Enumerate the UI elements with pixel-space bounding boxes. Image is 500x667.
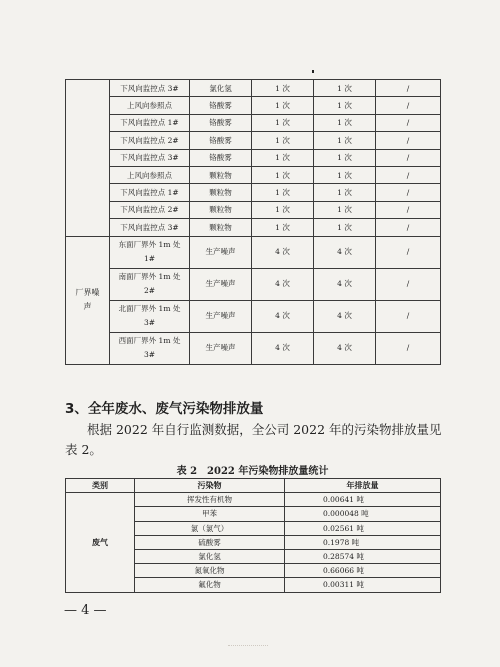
note-cell: / (376, 97, 441, 114)
section-paragraph: 根据 2022 年自行监测数据，全公司 2022 年的污染物排放量见表 2。 (65, 422, 442, 457)
note-cell: / (376, 201, 441, 218)
ink-dot (312, 70, 314, 73)
amount-cell: 0.00641 吨 (285, 493, 441, 507)
pollutant-cell: 颗粒物 (190, 184, 252, 201)
frequency-a-cell: 1 次 (252, 219, 314, 236)
pollutant-cell: 生产噪声 (190, 236, 252, 268)
frequency-b-cell: 4 次 (314, 236, 376, 268)
note-cell: / (376, 114, 441, 131)
pollutant-cell: 生产噪声 (190, 268, 252, 300)
table-row (66, 201, 441, 218)
note-cell: / (376, 332, 441, 364)
page-number: — 4 — (64, 603, 107, 618)
note-cell: / (376, 300, 441, 332)
note-cell: / (376, 149, 441, 166)
monitoring-point-cell: 下风向监控点 3# (110, 219, 190, 236)
frequency-a-cell: 1 次 (252, 114, 314, 131)
header-pollutant: 污染物 (135, 479, 285, 493)
frequency-a-cell: 1 次 (252, 132, 314, 149)
frequency-b-cell: 4 次 (314, 300, 376, 332)
table-row (66, 166, 441, 183)
monitoring-point-cell: 北面厂界外 1m 处3# (110, 300, 190, 332)
header-amount: 年排放量 (285, 479, 441, 493)
pollutant-cell: 氯（氯气） (135, 521, 285, 535)
amount-cell: 0.66066 吨 (285, 564, 441, 578)
note-cell: / (376, 80, 441, 97)
table-row (66, 236, 441, 268)
pollutant-cell: 生产噪声 (190, 300, 252, 332)
monitoring-point-cell: 下风向监控点 3# (110, 80, 190, 97)
frequency-b-cell: 1 次 (314, 97, 376, 114)
frequency-b-cell: 1 次 (314, 149, 376, 166)
frequency-a-cell: 1 次 (252, 166, 314, 183)
pollutant-cell: 挥发性有机物 (135, 493, 285, 507)
monitoring-point-cell: 下风向监控点 1# (110, 184, 190, 201)
note-cell: / (376, 132, 441, 149)
frequency-b-cell: 4 次 (314, 332, 376, 364)
amount-cell: 0.28574 吨 (285, 549, 441, 563)
pollutant-cell: 硫酸雾 (135, 535, 285, 549)
amount-cell: 0.00311 吨 (285, 578, 441, 592)
category-cell: 废气 (66, 493, 135, 592)
frequency-b-cell: 1 次 (314, 184, 376, 201)
monitoring-table (65, 79, 441, 365)
table-row (66, 132, 441, 149)
amount-cell: 0.1978 吨 (285, 535, 441, 549)
table-row (66, 268, 441, 300)
table-row (66, 114, 441, 131)
pollutant-cell: 颗粒物 (190, 166, 252, 183)
frequency-b-cell: 1 次 (314, 166, 376, 183)
amount-cell: 0.02561 吨 (285, 521, 441, 535)
frequency-a-cell: 4 次 (252, 332, 314, 364)
frequency-a-cell: 4 次 (252, 236, 314, 268)
pollutant-cell: 氯化氢 (135, 549, 285, 563)
monitoring-point-cell: 下风向监控点 2# (110, 132, 190, 149)
monitoring-point-cell: 上风向参照点 (110, 166, 190, 183)
table-row (66, 149, 441, 166)
pollutant-cell: 氟化物 (135, 578, 285, 592)
frequency-b-cell: 1 次 (314, 80, 376, 97)
section-heading: 3、全年废水、废气污染物排放量 (65, 401, 264, 417)
emission-table-body (66, 493, 441, 592)
note-cell: / (376, 268, 441, 300)
header-category: 类别 (66, 479, 135, 493)
table-row (66, 219, 441, 236)
frequency-b-cell: 1 次 (314, 114, 376, 131)
note-cell: / (376, 166, 441, 183)
frequency-b-cell: 1 次 (314, 132, 376, 149)
note-cell: / (376, 236, 441, 268)
amount-cell: 0.000048 吨 (285, 507, 441, 521)
pollutant-cell: 氮氧化物 (135, 564, 285, 578)
monitoring-point-cell: 上风向参照点 (110, 97, 190, 114)
pollutant-cell: 铬酸雾 (190, 149, 252, 166)
pollutant-cell: 铬酸雾 (190, 114, 252, 131)
pollutant-cell: 甲苯 (135, 507, 285, 521)
pollutant-cell: 铬酸雾 (190, 97, 252, 114)
frequency-a-cell: 1 次 (252, 80, 314, 97)
frequency-b-cell: 1 次 (314, 219, 376, 236)
note-cell: / (376, 184, 441, 201)
frequency-a-cell: 1 次 (252, 149, 314, 166)
pollutant-cell: 颗粒物 (190, 201, 252, 218)
monitoring-point-cell: 下风向监控点 2# (110, 201, 190, 218)
monitoring-point-cell: 下风向监控点 1# (110, 114, 190, 131)
frequency-a-cell: 1 次 (252, 201, 314, 218)
table-row (66, 184, 441, 201)
table-row (66, 493, 441, 507)
faint-stamp-mark (228, 641, 268, 646)
noise-category-cell: 厂界噪声 (66, 236, 110, 364)
pollutant-cell: 氯化氢 (190, 80, 252, 97)
category-cell-continued (66, 80, 110, 237)
frequency-b-cell: 4 次 (314, 268, 376, 300)
emission-table (65, 478, 441, 593)
table2-caption: 表 2 2022 年污染物排放量统计 (176, 466, 329, 477)
emission-table-header (66, 479, 441, 493)
table-row (66, 332, 441, 364)
monitoring-point-cell: 东面厂界外 1m 处1# (110, 236, 190, 268)
note-cell: / (376, 219, 441, 236)
frequency-a-cell: 4 次 (252, 268, 314, 300)
monitoring-table-body (66, 80, 441, 365)
monitoring-point-cell: 西面厂界外 1m 处3# (110, 332, 190, 364)
frequency-b-cell: 1 次 (314, 201, 376, 218)
table-row (66, 300, 441, 332)
monitoring-point-cell: 下风向监控点 3# (110, 149, 190, 166)
frequency-a-cell: 1 次 (252, 97, 314, 114)
pollutant-cell: 生产噪声 (190, 332, 252, 364)
table-row (66, 97, 441, 114)
pollutant-cell: 铬酸雾 (190, 132, 252, 149)
frequency-a-cell: 4 次 (252, 300, 314, 332)
frequency-a-cell: 1 次 (252, 184, 314, 201)
monitoring-point-cell: 南面厂界外 1m 处2# (110, 268, 190, 300)
pollutant-cell: 颗粒物 (190, 219, 252, 236)
table-row (66, 80, 441, 97)
